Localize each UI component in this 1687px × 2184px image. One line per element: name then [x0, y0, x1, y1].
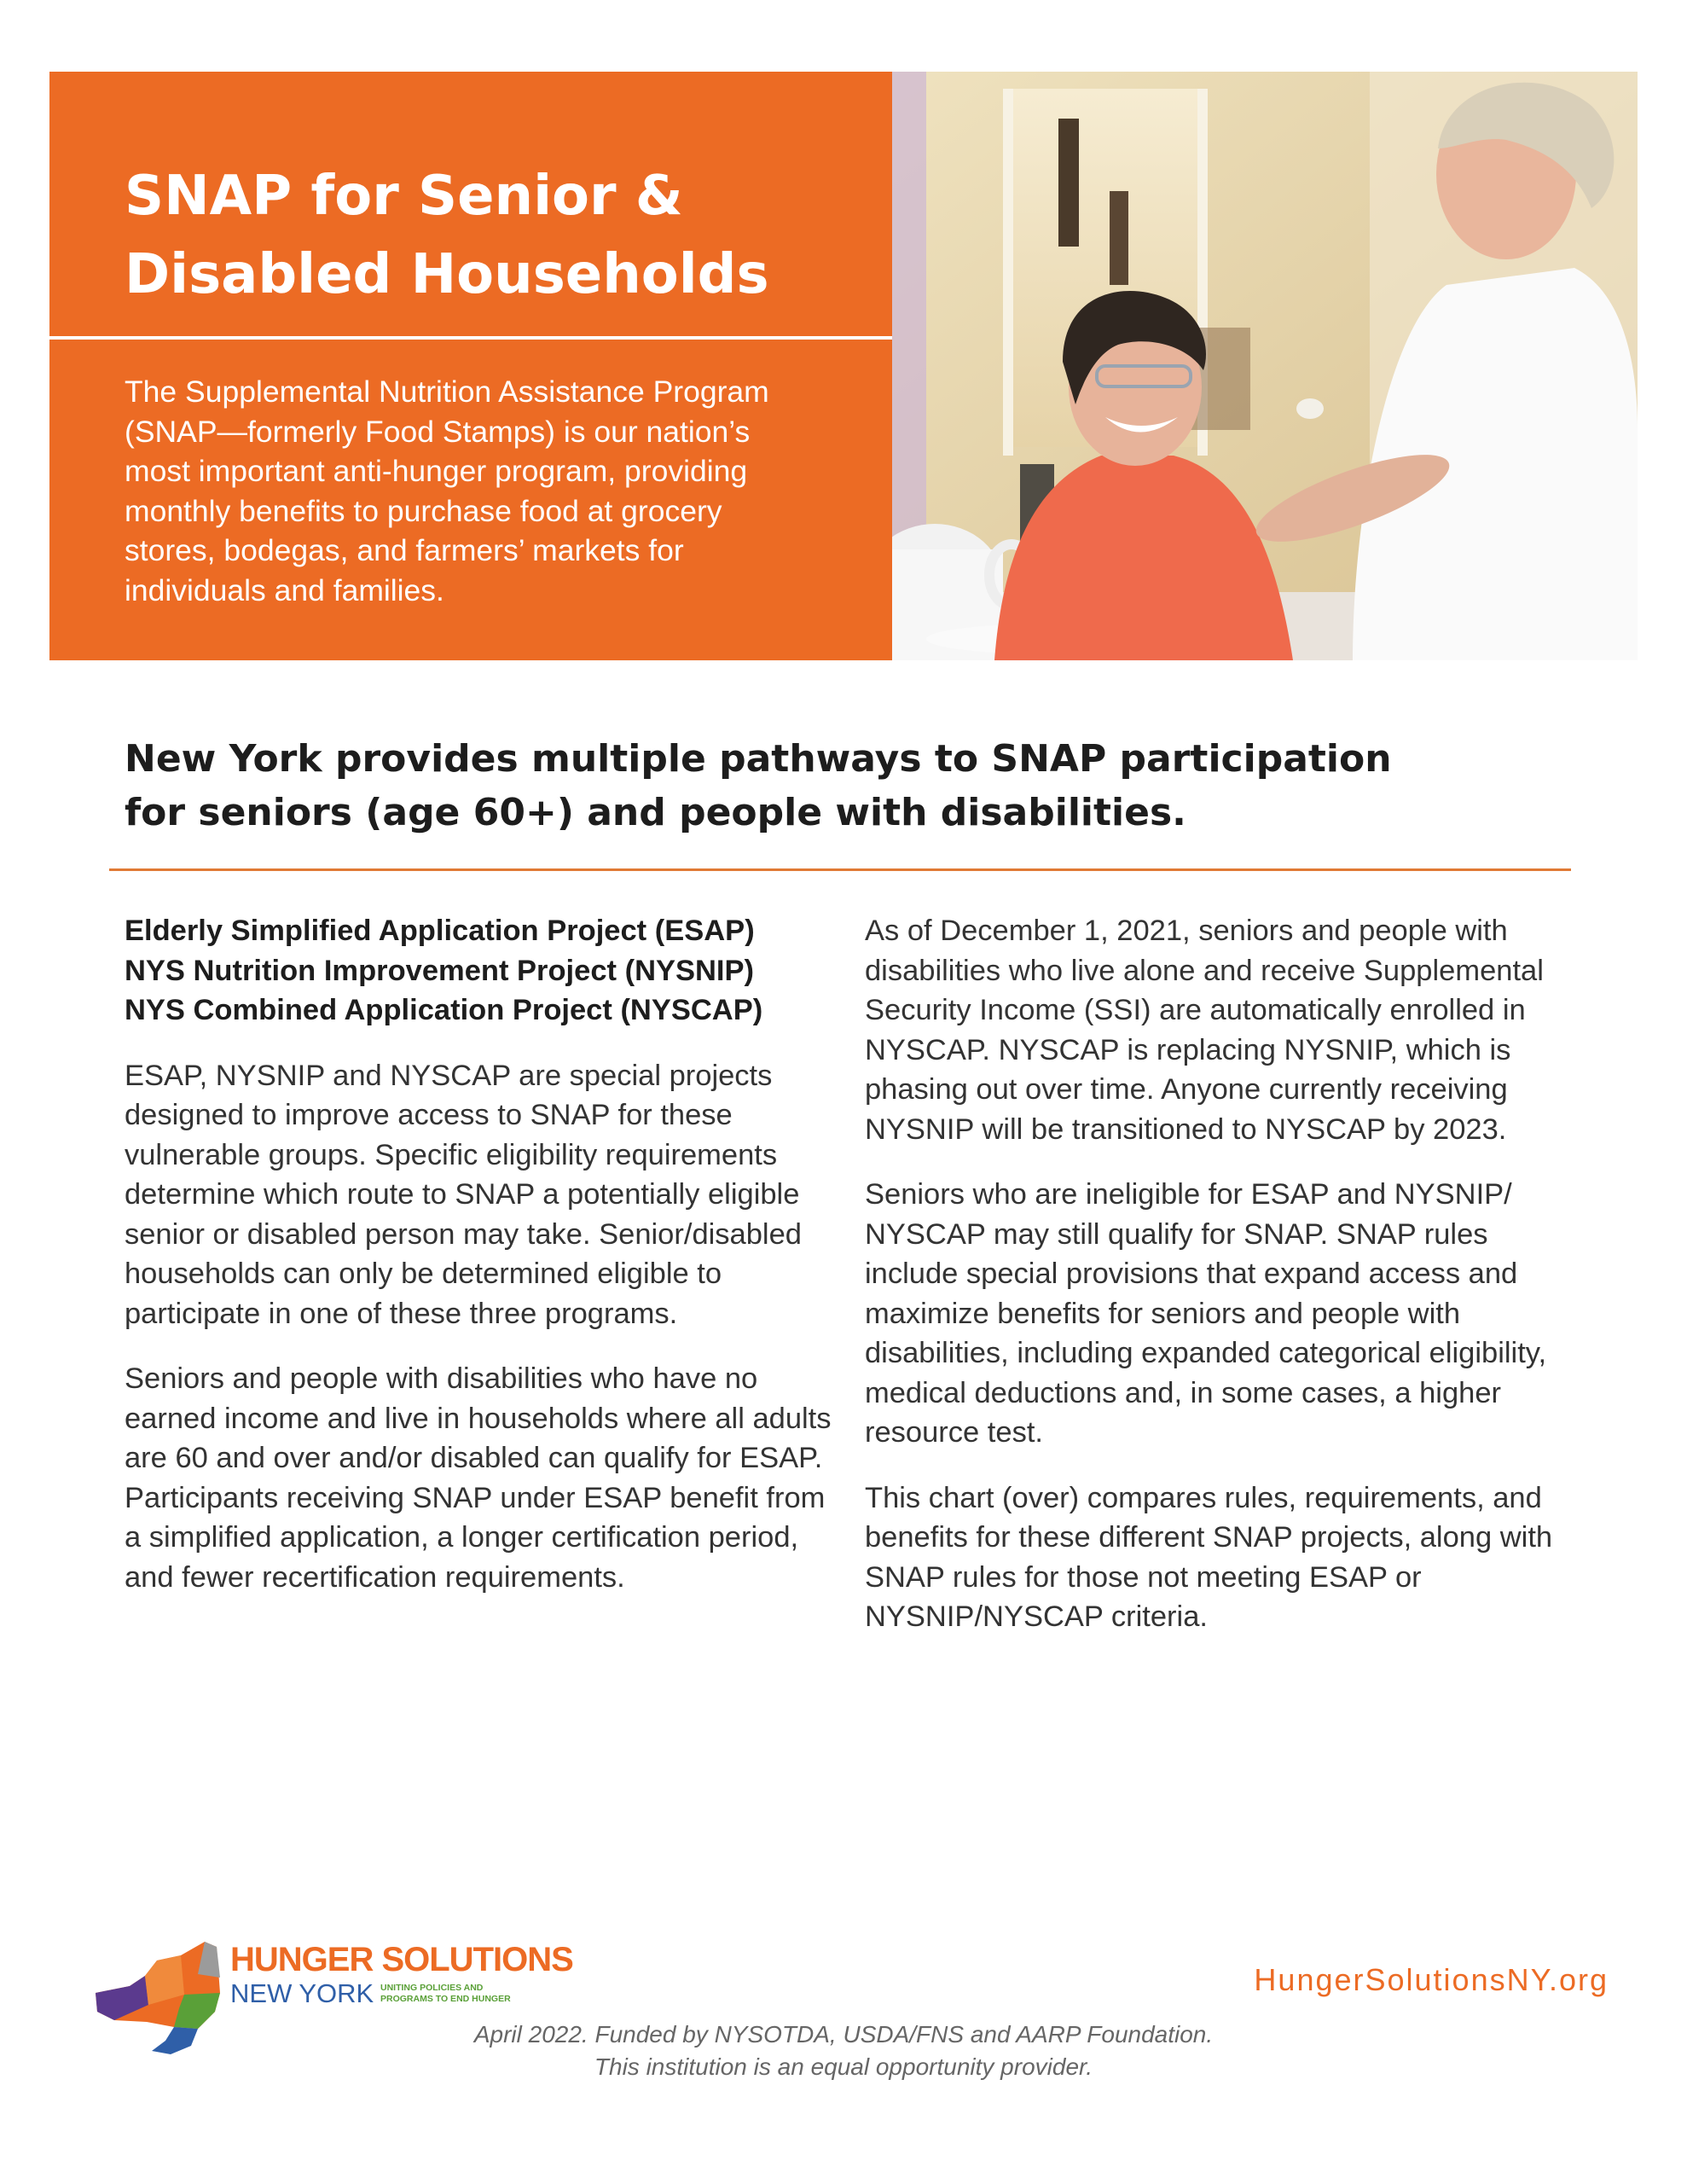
footer-note: [0, 2018, 1687, 2083]
lead-heading: [125, 732, 1574, 839]
footer-funding: April 2022. Funded by NYSOTDA, USDA/FNS and AARP Foundation.: [473, 2021, 1214, 2048]
lead-heading-line-1: New York provides multiple pathways to SNAP participation: [125, 737, 1392, 781]
left-paragraph-1: ESAP, NYSNIP and NYSCAP are special projects designed to improve access to SNAP for these vulnerable groups. Specific eligibility requirements determine which route to SNAP a potentially eligible senior or disabled person may take. Senior/disabled households can only be determined eligible to participate in one of these three programs.: [125, 1059, 802, 1330]
intro-paragraph: The Supplemental Nutrition Assistance Program (SNAP—formerly Food Stamps) is our nation’s most important anti-hunger program, providing monthly benefits to purchase food at grocery stores, bodegas, and farmers’ markets for individuals and families.: [125, 375, 769, 607]
photo-illustration: [892, 72, 1638, 660]
left-paragraph-2: Seniors and people with disabilities who have no earned income and live in households where all adults are 60 and over and/or disabled can qualify for ESAP. Participants receiving SNAP under ESAP benefit from a simplified application, a longer certification period, and fewer recertification requirements.: [125, 1362, 832, 1594]
project-esap: Elderly Simplified Application Project (ESAP): [125, 915, 755, 947]
logo-subtitle: NEW YORK: [230, 1978, 374, 2008]
lead-heading-line-2: for seniors (age 60+) and people with disabilities.: [125, 791, 1186, 834]
project-list: [125, 911, 841, 1031]
right-paragraph-3: This chart (over) compares rules, requirements, and benefits for these different SNAP projects, along with SNAP rules for those not meeting ESAP or NYSNIP/NYSCAP criteria.: [865, 1481, 1553, 1633]
right-paragraph-1: As of December 1, 2021, seniors and people with disabilities who live alone and receive Supplemental Security Income (SSI) are automatically enrolled in NYSCAP. NYSCAP is replacing NYSNIP, which is phasing out over time. Anyone currently receiving NYSNIP will be transitioned to NYSCAP by 2023.: [865, 915, 1544, 1146]
logo-tagline: [380, 1983, 568, 2005]
logo-tagline-line-2: PROGRAMS TO END HUNGER: [380, 1994, 511, 2004]
page-title-line-1: SNAP for Senior &: [125, 165, 683, 228]
website-link[interactable]: HungerSolutionsNY.org: [1254, 1962, 1609, 1997]
page-title: [125, 157, 858, 314]
hero-photo: [892, 72, 1638, 660]
logo-tagline-line-1: UNITING POLICIES AND: [380, 1983, 484, 1993]
right-column: [865, 911, 1581, 1663]
right-paragraph-2: Seniors who are ineligible for ESAP and NYSNIP/ NYSCAP may still qualify for SNAP. SNAP rules include special provisions that expand access and maximize benefits for seniors and people with disabilities, including expanded categorical eligibility, medical deductions and, in some cases, a higher resource test.: [865, 1178, 1547, 1449]
title-divider: [49, 336, 892, 340]
project-nyscap: NYS Combined Application Project (NYSCAP): [125, 994, 763, 1026]
logo-title: HUNGER SOLUTIONS: [230, 1941, 573, 1978]
project-nysnip: NYS Nutrition Improvement Project (NYSNIP): [125, 954, 755, 987]
hero-title-panel: [49, 72, 892, 660]
footer-equal-opportunity: This institution is an equal opportunity provider.: [594, 2053, 1093, 2080]
lead-divider: [109, 868, 1571, 871]
left-column: [125, 911, 841, 1623]
page-title-line-2: Disabled Households: [125, 243, 769, 306]
